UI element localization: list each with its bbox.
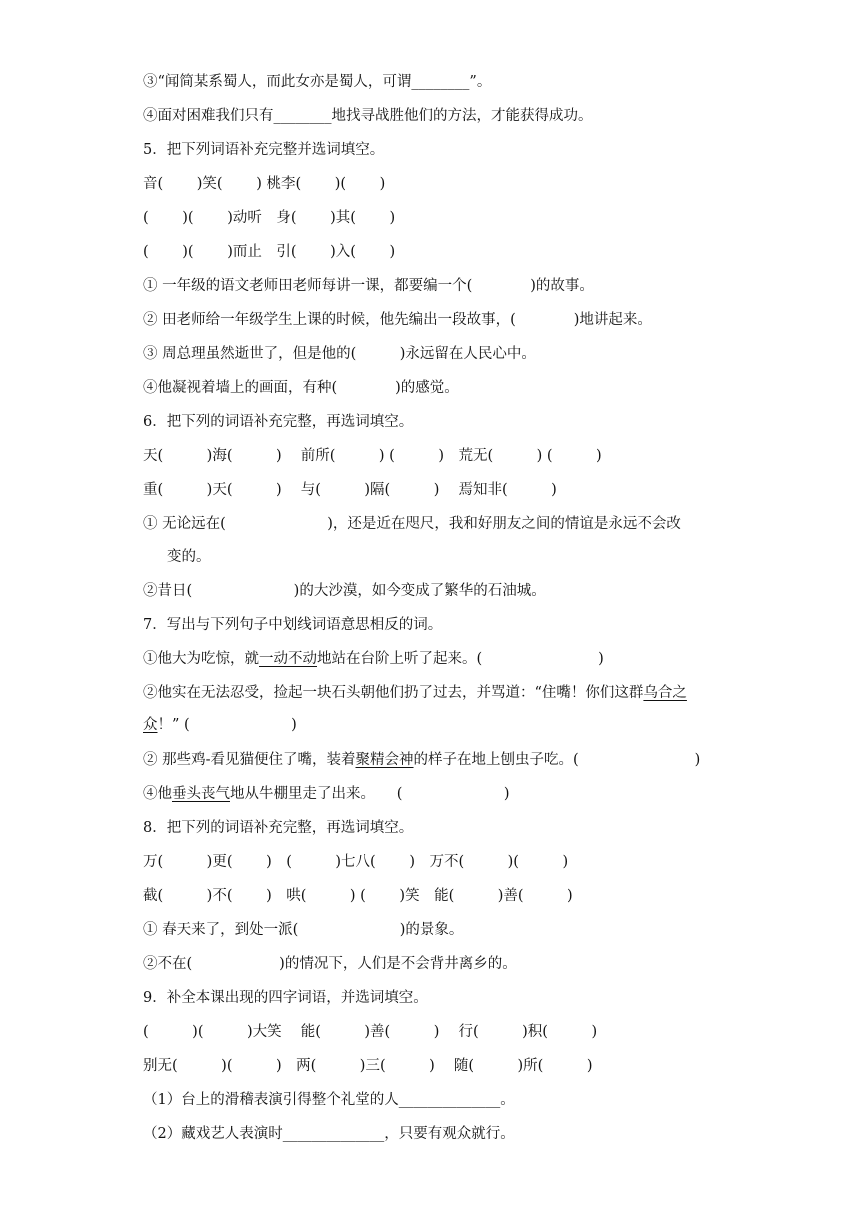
question-8-title: 8．把下列的词语补充完整，再选词填空。 — [143, 820, 414, 836]
question-6-item-1-cont: 变的。 — [167, 549, 211, 565]
question-6-item-1: ① 无论远在( )，还是近在咫尺，我和好朋友之间的情谊是永远不会改 — [143, 516, 681, 532]
question-5-item-3: ③ 周总理虽然逝世了，但是他的( )永远留在人民心中。 — [143, 346, 536, 362]
text: ①他大为吃惊，就 — [143, 651, 259, 667]
sentence-4: ④面对困难我们只有________地找寻战胜他们的方法，才能获得成功。 — [143, 108, 593, 124]
question-8-words-1: 万( )更( ) ( )七八( ) 万不( )( ) — [143, 854, 569, 870]
question-6-item-2: ②昔日( )的大沙漠，如今变成了繁华的石油城。 — [143, 583, 546, 599]
text: 地从牛棚里走了出来。 ( ) — [230, 786, 510, 802]
question-8-item-1: ① 春天来了，到处一派( )的景象。 — [143, 922, 464, 938]
underlined-word: 垂头丧气 — [172, 786, 230, 802]
question-6-words-2: 重( )天( ) 与( )隔( ) 焉知非( ) — [143, 482, 557, 498]
text: ！” ( ) — [157, 717, 297, 733]
text: ② 那些鸡-看见猫便住了嘴，装着 — [143, 752, 356, 768]
question-7-item-2 — [143, 683, 687, 703]
question-7-item-3 — [143, 750, 700, 770]
question-9-words-1: ( )( )大笑 能( )善( ) 行( )积( ) — [143, 1024, 598, 1040]
text: 的样子在地上刨虫子吃。( ) — [413, 752, 701, 768]
question-9-title: 9．补全本课出现的四字词语，并选词填空。 — [143, 990, 428, 1006]
question-5-item-4: ④他凝视着墙上的画面，有种( )的感觉。 — [143, 380, 459, 396]
question-9-words-2: 别无( )( ) 两( )三( ) 随( )所( ) — [143, 1058, 593, 1074]
underlined-word: 乌合之 — [643, 685, 687, 701]
question-5-words-3: ( )( )而止 引( )入( ) — [143, 244, 396, 260]
question-7-item-2-cont — [143, 715, 297, 735]
question-7-title: 7．写出与下列句子中划线词语意思相反的词。 — [143, 617, 443, 633]
text: ②他实在无法忍受，捡起一块石头朝他们扔了过去，并骂道：“住嘴！你们这群 — [143, 685, 644, 701]
question-5-item-2: ② 田老师给一年级学生上课的时候，他先编出一段故事，( )地讲起来。 — [143, 312, 652, 328]
question-5-title: 5．把下列词语补充完整并选词填空。 — [143, 142, 385, 158]
question-9-item-2: （2）藏戏艺人表演时______________，只要有观众就行。 — [143, 1126, 515, 1142]
question-7-item-1 — [143, 649, 604, 669]
question-5-item-1: ① 一年级的语文老师田老师每讲一课，都要编一个( )的故事。 — [143, 278, 594, 294]
question-8-item-2: ②不在( )的情况下，人们是不会背井离乡的。 — [143, 956, 517, 972]
question-9-item-1: （1）台上的滑稽表演引得整个礼堂的人______________。 — [143, 1092, 515, 1108]
underlined-word: 一动不动 — [259, 651, 317, 667]
question-5-words-1: 音( )笑( ) 桃李( )( ) — [143, 176, 386, 192]
text: ④他 — [143, 786, 172, 802]
question-7-item-4 — [143, 784, 510, 804]
question-6-words-1: 天( )海( ) 前所( ) ( ) 荒无( ) ( ) — [143, 448, 602, 464]
question-6-title: 6．把下列的词语补充完整，再选词填空。 — [143, 414, 414, 430]
underlined-word: 聚精会神 — [355, 752, 414, 768]
question-8-words-2: 截( )不( ) 哄( ) ( )笑 能( )善( ) — [143, 888, 573, 904]
question-5-words-2: ( )( )动听 身( )其( ) — [143, 210, 396, 226]
text: 地站在台阶上听了起来。( ) — [317, 651, 604, 667]
underlined-word: 众 — [143, 717, 158, 733]
sentence-3: ③“闻简某系蜀人，而此女亦是蜀人，可谓________”。 — [143, 74, 492, 90]
